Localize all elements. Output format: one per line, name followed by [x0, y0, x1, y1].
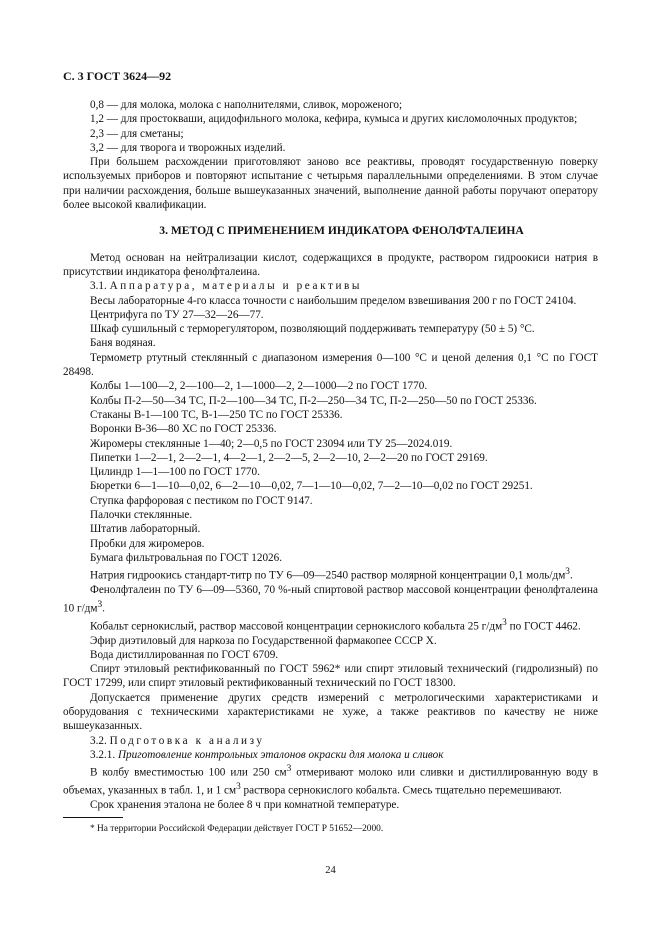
equipment-item: Бумага фильтровальная по ГОСТ 12026.	[90, 551, 283, 564]
equipment-item: Термометр ртутный стеклянный с диапазоном измерения 0—100 °С и ценой деления 0,1 °С по ГОСТ 28498.	[63, 351, 598, 379]
equipment-item: Воронки В-36—80 ХС по ГОСТ 25336.	[90, 423, 277, 436]
paragraph: 0,8 — для молока, молока с наполнителями, сливок, мороженого;	[90, 99, 403, 111]
reagent-ether: Эфир диэтиловый для наркоза по Государственной фармакопее СССР X.	[90, 634, 437, 647]
subsection-number: 3.2.	[90, 734, 107, 747]
reagent-water: Вода дистиллированная по ГОСТ 6709.	[90, 648, 279, 661]
subsection-number: 3.2.1.	[90, 748, 116, 761]
reagent-cobalt: Кобальт сернокислый, раствор массовой концентрации сернокислого кобальта 25 $г/дм^3$ по ГОСТ 4462.	[90, 617, 581, 633]
page-number: 24	[325, 865, 336, 876]
subsection-3-2	[63, 734, 598, 748]
equipment-item: Пробки для жиромеров.	[90, 537, 205, 550]
equipment-item: Весы лабораторные 4-го класса точности с наибольшим пределом взвешивания 200 г по ГОСТ 24104.	[90, 294, 577, 307]
equipment-item: Баня водяная.	[90, 337, 156, 350]
footnote-divider	[63, 817, 123, 818]
method-intro: Метод основан на нейтрализации кислот, содержащихся в продукте, раствором гидроокиси натрия в присутствии индикатора фенолфталеина.	[63, 251, 598, 278]
footnote: * На территории Российской Федерации действует ГОСТ Р 51652—2000.	[90, 824, 384, 834]
equipment-item: Колбы 1—100—2, 2—100—2, 1—1000—2, 2—1000—2 по ГОСТ 1770.	[90, 380, 428, 393]
equipment-item: Стаканы В-1—100 ТС, В-1—250 ТС по ГОСТ 25336.	[90, 408, 343, 421]
equipment-item: Бюретки 6—1—10—0,02, 6—2—10—0,02, 7—1—10—0,02, 7—2—10—0,02 по ГОСТ 29251.	[90, 480, 533, 493]
page-content	[63, 98, 598, 813]
equipment-item: Цилиндр 1—1—100 по ГОСТ 1770.	[90, 466, 260, 479]
subsection-3-2-1	[63, 748, 598, 762]
equipment-item: Жиромеры стеклянные 1—40; 2—0,5 по ГОСТ 23094 или ТУ 25—2024.019.	[90, 437, 453, 450]
subsection-3-1	[63, 279, 598, 293]
subsection-title: Аппаратура, материалы и реактивы	[109, 280, 363, 293]
subsection-title: Приготовление контрольных эталонов окраски для молока и сливок	[117, 748, 444, 761]
equipment-item: Палочки стеклянные.	[90, 509, 193, 522]
equipment-item: Шкаф сушильный с терморегулятором, позволяющий поддерживать температуру (50 ± 5) °С.	[90, 323, 535, 336]
equipment-item: Пипетки 1—2—1, 2—2—1, 4—2—1, 2—2—5, 2—2—10, 2—2—20 по ГОСТ 29169.	[90, 451, 488, 464]
equipment-item: Колбы П-2—50—34 ТС, П-2—100—34 ТС, П-2—250—34 ТС, П-2—250—50 по ГОСТ 25336.	[90, 394, 537, 407]
section-title: 3. МЕТОД С ПРИМЕНЕНИЕМ ИНДИКАТОРА ФЕНОЛФТАЛЕИНА	[159, 224, 524, 238]
storage-note: Срок хранения эталона не более 8 ч при комнатной температуре.	[90, 799, 400, 812]
subsection-number: 3.1.	[90, 280, 107, 293]
reagent-phenolphthalein: Фенолфталеин по ТУ 6—09—5360, 70 %-ный спиртовой раствор массовой концентрации фенолфталеина 10 $г/дм^3$.	[63, 584, 598, 615]
subsection-title: Подготовка к анализу	[109, 734, 265, 747]
equipment-item: Штатив лабораторный.	[90, 523, 201, 536]
paragraph: 1,2 — для простокваши, ацидофильного молока, кефира, кумыса и других кисломолочных продуктов;	[90, 113, 578, 126]
paragraph: При большем расхождении приготовляют заново все реактивы, проводят государственную поверку используемых приборов и повторяют испытание с четырьмя параллельными определениями. В этом случае при наличии расхождения, больше вышеуказанных значений, выполнение данной работы поручают оператору более высокой квалификации.	[63, 156, 598, 212]
reagent-naoh: Натрия гидроокись стандарт-титр по ТУ 6—09—2540 раствор молярной концентрации 0,1 моль/$дм^3$.	[90, 567, 573, 582]
flask-procedure: В колбу вместимостью 100 или 250 $см^3$ отмеривают молоко или сливки и дистиллированную воду в объемах, указанных в табл. 1, и 1 $см^3$ раствора сернокислого кобальта. Смесь тщательно перемешивают.	[63, 764, 598, 798]
allowed-substitutes: Допускается применение других средств измерений с метрологическими характеристиками и оборудования с техническими характеристиками не хуже, а также реактивов по качеству не ниже вышеуказанных.	[63, 691, 598, 733]
page-header: С. 3 ГОСТ 3624—92	[63, 69, 172, 83]
equipment-item: Центрифуга по ТУ 27—32—26—77.	[90, 308, 264, 321]
equipment-item: Ступка фарфоровая с пестиком по ГОСТ 9147.	[90, 494, 313, 507]
paragraph: 3,2 — для творога и творожных изделий.	[90, 141, 286, 154]
reagent-spirit: Спирт этиловый ректификованный по ГОСТ 5962* или спирт этиловый технический (гидролизный) по ГОСТ 17299, или спирт этиловый ректификованный технический по ГОСТ 18300.	[63, 663, 598, 690]
paragraph: 2,3 — для сметаны;	[90, 127, 184, 140]
